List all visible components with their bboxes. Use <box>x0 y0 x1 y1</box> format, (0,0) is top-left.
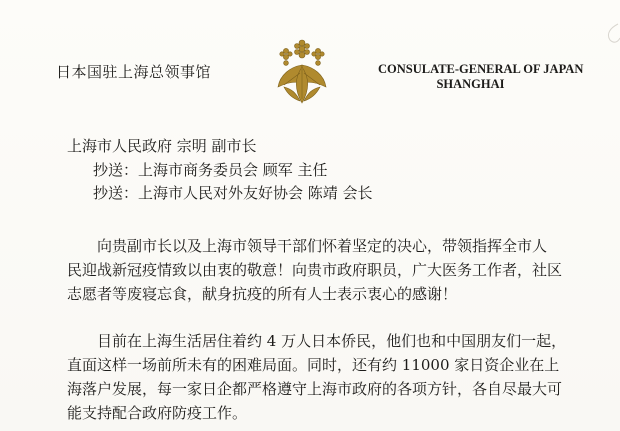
addressee-main: 上海市人民政府 宗明 副市长 <box>67 137 257 155</box>
paragraph-line: 向贵副市长以及上海市领导干部们怀着坚定的决心，带领指挥全市人 <box>97 237 548 255</box>
paragraph-line: 海落户发展，每一家日企都严格遵守上海市政府的各项方针，各自尽最大可 <box>67 380 563 398</box>
consulate-name-english-line1: CONSULATE-GENERAL OF JAPAN <box>378 62 584 76</box>
paragraph-line: 民迎战新冠疫情致以由衷的敬意！向贵市政府职员，广大医务工作者，社区 <box>67 261 563 279</box>
body-paragraph-1 <box>67 234 567 306</box>
paragraph-line: 能支持配合政府防疫工作。 <box>67 404 248 422</box>
addressee-cc-commerce: 抄送：上海市商务委员会 顾军 主任 <box>93 161 328 179</box>
paragraph-line: 目前在上海生活居住着约 4 万人日本侨民，他们也和中国朋友们一起， <box>97 332 567 350</box>
addressee-cc-friendship: 抄送：上海市人民对外友好协会 陈靖 会长 <box>93 184 373 202</box>
paragraph-line: 直面这样一场前所未有的困难局面。同时，还有约 11000 家日资企业在上 <box>67 356 560 374</box>
consulate-name-english <box>378 62 584 92</box>
paulownia-crest-icon <box>270 37 334 109</box>
page-edge-mark <box>580 18 620 78</box>
paragraph-line: 志愿者等废寝忘食，献身抗疫的所有人士表示衷心的感谢！ <box>67 285 458 303</box>
consulate-name-english-line2: SHANGHAI <box>436 77 505 91</box>
body-paragraph-2 <box>67 329 567 425</box>
consulate-name-chinese: 日本国驻上海总领事馆 <box>56 63 212 81</box>
